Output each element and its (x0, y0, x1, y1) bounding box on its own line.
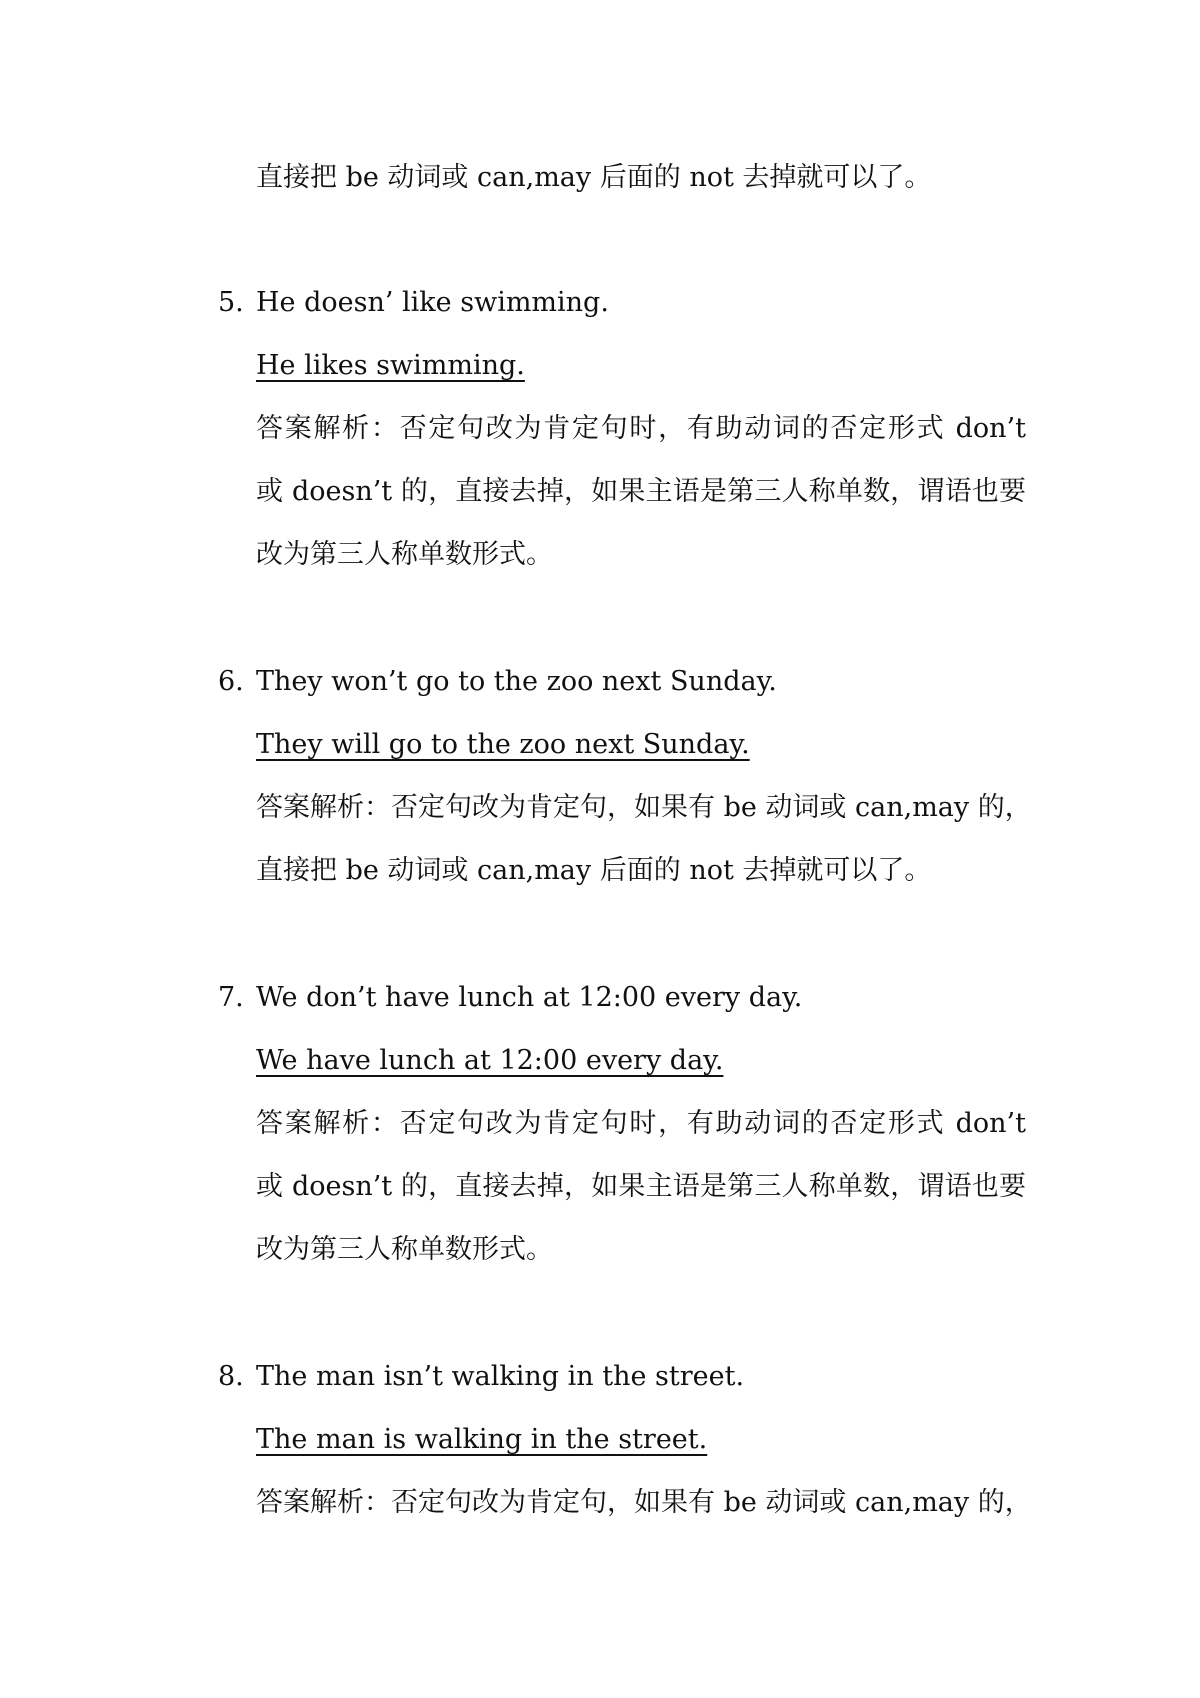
question-text: We don’t have lunch at 12:00 every day. (256, 982, 803, 1013)
explanation-line: 或 doesn’t 的，直接去掉，如果主语是第三人称单数，谓语也要 (256, 1171, 1026, 1202)
explanation-line: 答案解析：否定句改为肯定句，如果有 be 动词或 can,may 的， (256, 792, 1032, 823)
explanation-line: 改为第三人称单数形式。 (256, 1234, 553, 1265)
question-text: He doesn’ like swimming. (256, 287, 609, 318)
explanation-line: 直接把 be 动词或 can,may 后面的 not 去掉就可以了。 (256, 855, 932, 886)
explanation-line: 或 doesn’t 的，直接去掉，如果主语是第三人称单数，谓语也要 (256, 476, 1026, 507)
item-number: 8. (218, 1361, 244, 1392)
item-number: 7. (218, 982, 244, 1013)
explanation-line: 改为第三人称单数形式。 (256, 539, 553, 570)
answer-text: They will go to the zoo next Sunday. (256, 729, 750, 760)
item-number: 6. (218, 666, 244, 697)
explanation-line: 答案解析：否定句改为肯定句时，有助动词的否定形式 don’t (256, 1108, 1026, 1139)
item-number: 5. (218, 287, 244, 318)
answer-text: The man is walking in the street. (256, 1424, 708, 1455)
answer-line (256, 727, 790, 763)
answer-line (256, 1043, 779, 1079)
answer-text: We have lunch at 12:00 every day. (256, 1045, 724, 1076)
question-text: The man isn’t walking in the street. (256, 1361, 745, 1392)
answer-line (256, 1422, 793, 1458)
answer-line (256, 348, 637, 384)
answer-text: He likes swimming. (256, 350, 525, 381)
explanation-line: 答案解析：否定句改为肯定句时，有助动词的否定形式 don’t (256, 413, 1026, 444)
question-text: They won’t go to the zoo next Sunday. (256, 666, 777, 697)
explanation-line: 答案解析：否定句改为肯定句，如果有 be 动词或 can,may 的， (256, 1487, 1032, 1518)
continuation-text: 直接把 be 动词或 can,may 后面的 not 去掉就可以了。 (256, 162, 932, 193)
